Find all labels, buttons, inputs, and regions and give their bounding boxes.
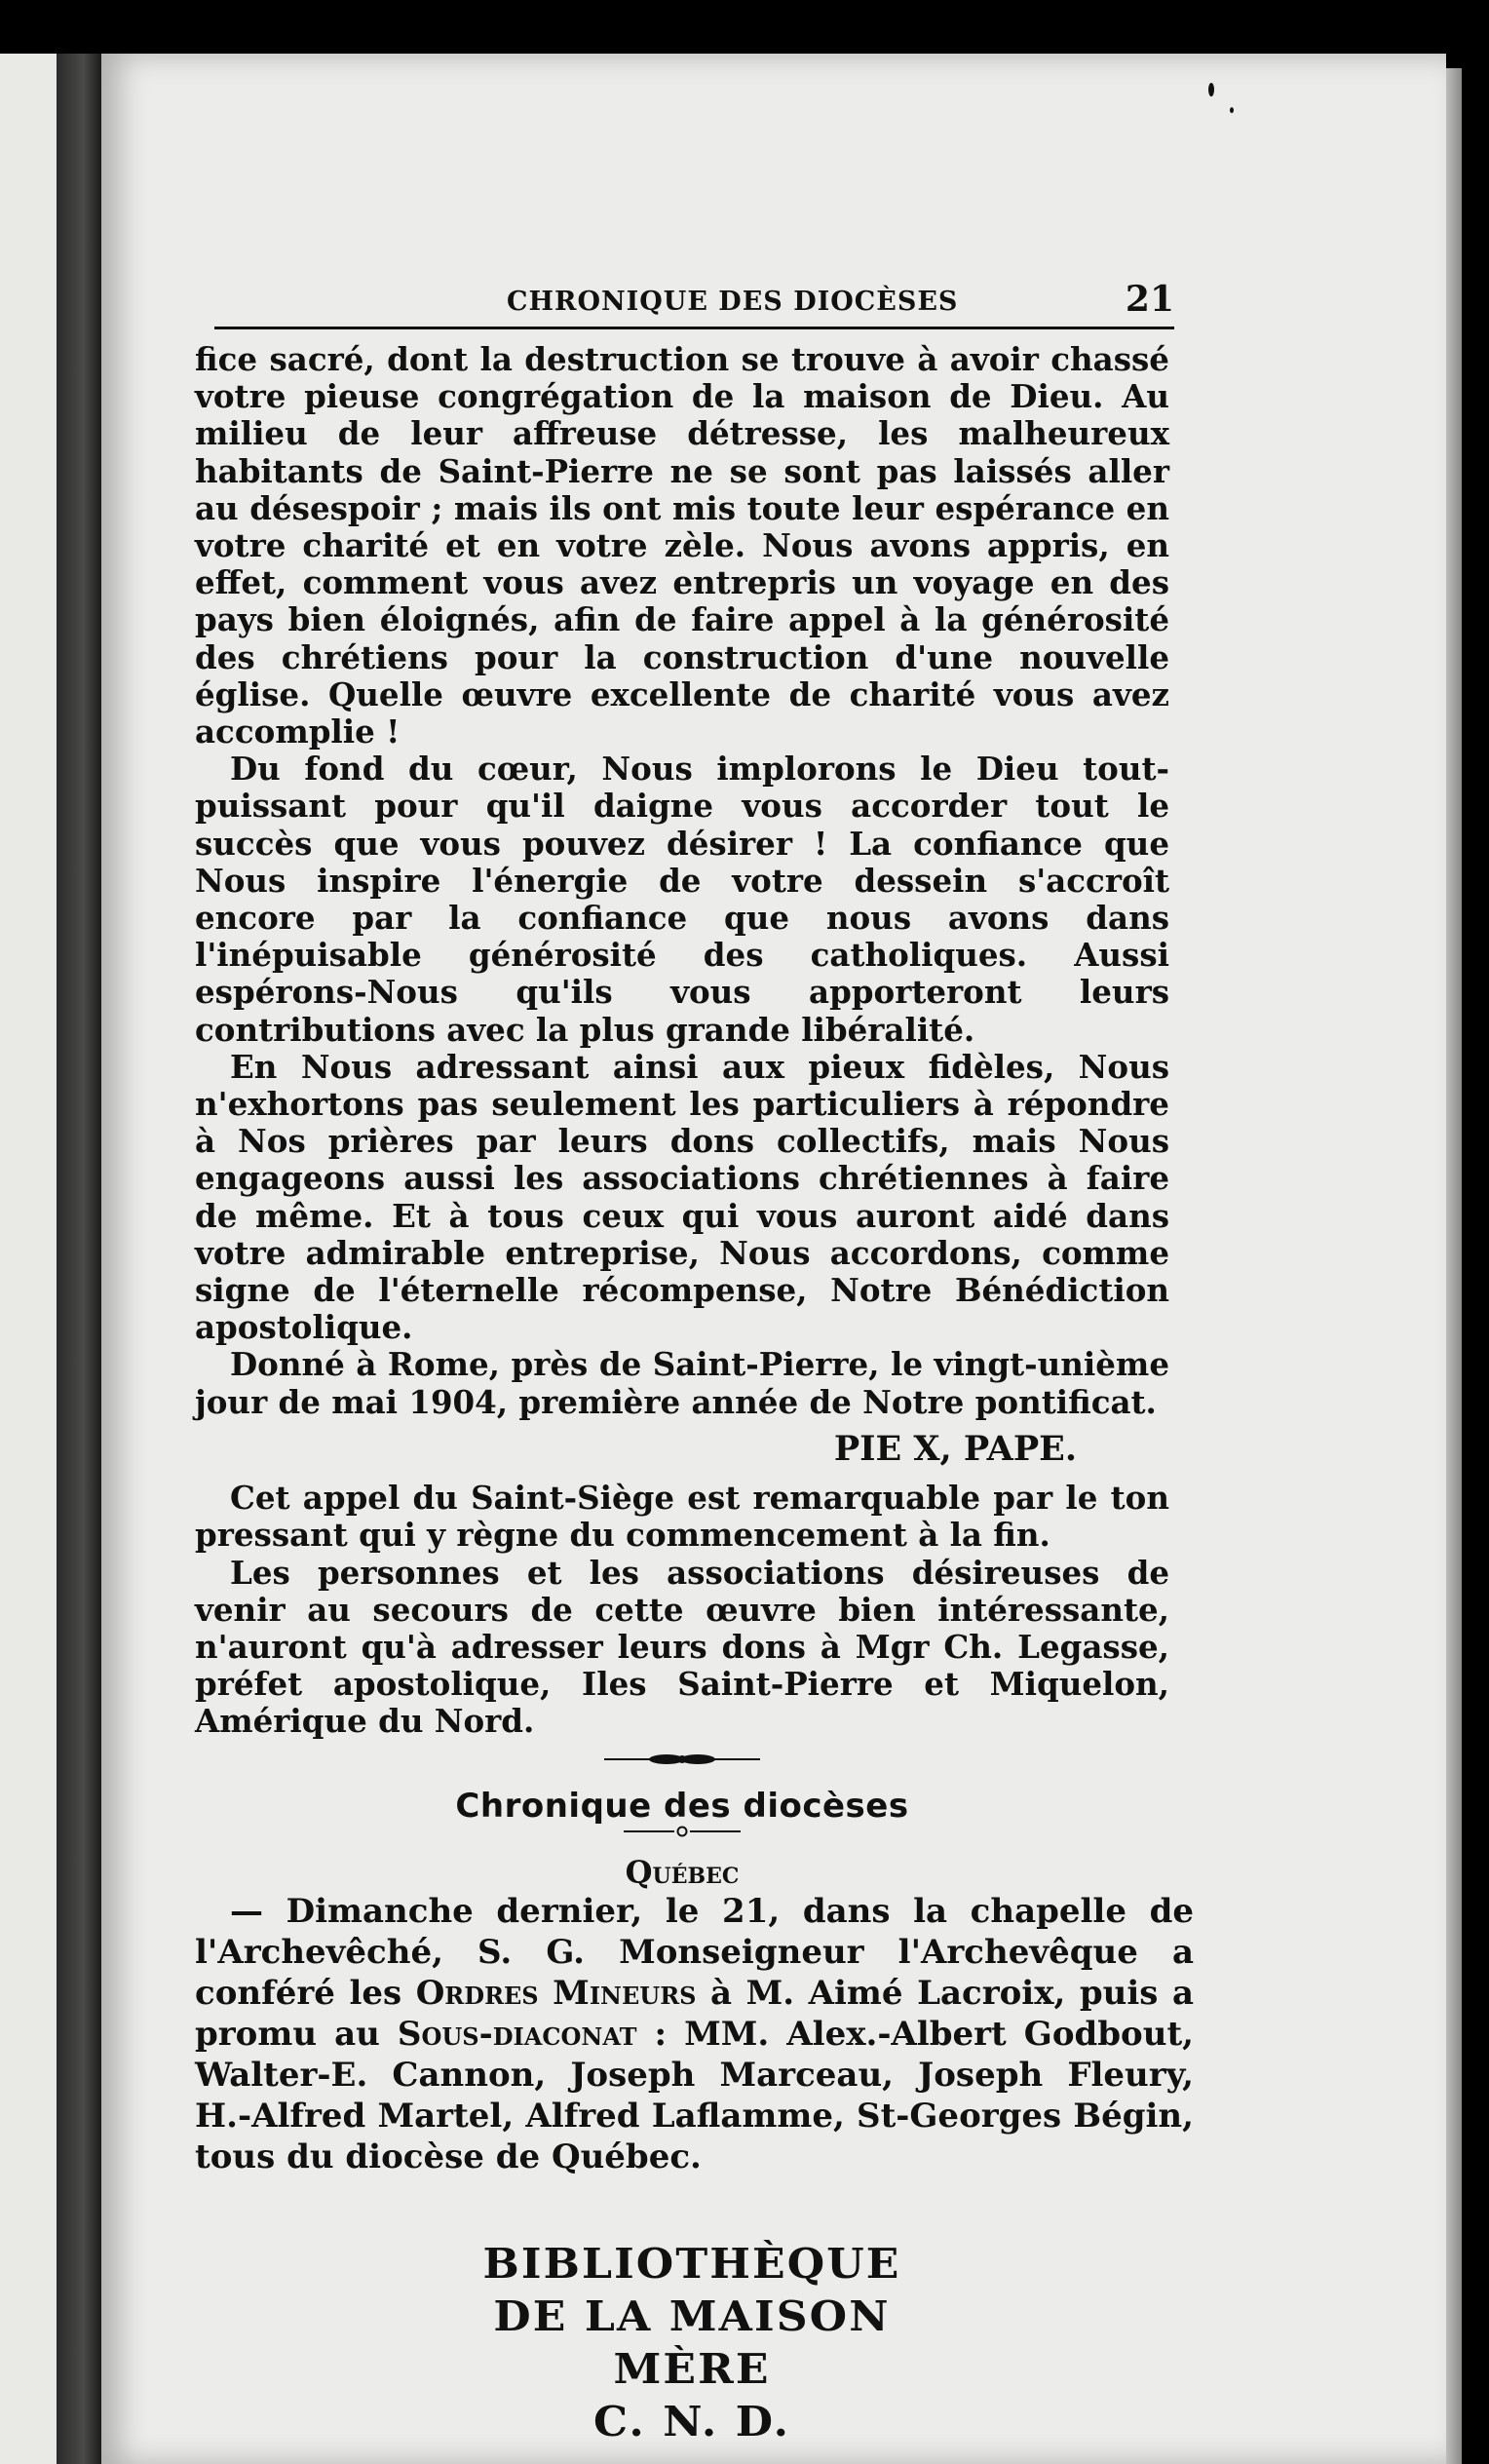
small-rule-icon [624,1825,741,1838]
library-stamp [429,2238,955,2448]
paragraph: Donné à Rome, près de Saint-Pierre, le vingt-unième jour de mai 1904, première année de Notre pontificat. [195,1345,1169,1421]
paragraph: fice sacré, dont la destruction se trouve à avoir chassé votre pieuse congrégation de la maison de Dieu. Au milieu de leur affreuse détresse, les malheureux habitants de Saint-Pierre ne se sont pas laissés aller au désespoir ; mais ils ont mis toute leur espérance en votre charité et en votre zèle. Nous avons appris, en effet, comment vous avez entrepris un voyage en des pays bien éloignés, afin de faire appel à la générosité des chrétiens pour la construction d'une nouvelle église. Quelle œuvre excellente de charité vous avez accomplie ! [195,340,1169,751]
running-head [214,279,1174,327]
news-item-text: à M. Aimé Lacroix, puis a promu au [195,1973,1194,2054]
small-rule [195,1825,1169,1854]
section-heading: Chronique des diocèses [455,1786,909,1826]
scan-blemish [1208,83,1214,96]
stamp-line: BIBLIOTHÈQUE [482,2240,901,2288]
book-spine-shadow [57,54,101,2464]
scan-blemish [1230,107,1234,113]
header-rule [214,327,1174,329]
news-item-smallcaps: Ordres Mineurs [415,1973,697,2013]
paragraph: Les personnes et les associations désireuses de venir au secours de cette œuvre bien intéressante, n'auront qu'à adresser leurs dons à Mgr Ch. Legasse, préfet apostolique, Iles Saint-Pierre et Miquelon, Amérique du Nord. [195,1553,1169,1741]
paragraph: Du fond du cœur, Nous implorons le Dieu tout-puissant pour qu'il daigne vous accorder tout le succès que vous pouvez désirer ! La confiance que Nous inspire l'énergie de votre dessein s'accroît encore par la confiance que nous avons dans l'inépuisable générosité des catholiques. Aussi espérons-Nous qu'ils vous apporteront leurs contributions avec la plus grande libéralité. [195,750,1169,1049]
news-item-text: — Dimanche dernier, le 21, dans la chapelle de l'Archevêché, S. G. Monseigneur l'Archevêque a conféré les [195,1891,1194,2013]
news-item-text: : MM. Alex.-Albert Godbout, Walter-E. Cannon, Joseph Marceau, Joseph Fleury, H.-Alfred Martel, Alfred Laflamme, St-Georges Bégin, tous du diocèse de Québec. [195,2014,1194,2176]
news-item-smallcaps: Sous-diaconat [397,2014,637,2054]
section-ornament [195,1752,1169,1788]
subheading-quebec: Québec [625,1853,740,1891]
news-item [195,1891,1194,2177]
running-title: CHRONIQUE DES DIOCÈSES [507,287,959,317]
paragraph: Cet appel du Saint-Siège est remarquable par le ton pressant qui y règne du commencement à la fin. [195,1479,1169,1555]
ornament-rule-icon [604,1752,760,1766]
stamp-line: C. N. D. [592,2398,791,2445]
page-stack-edge [1446,68,1462,2464]
body-text [195,340,1194,2177]
facing-page-edge [0,54,57,2464]
paragraph: En Nous adressant ainsi aux pieux fidèles, Nous n'exhortons pas seulement les particuliers à répondre à Nos prières par leurs dons collectifs, mais Nous engageons aussi les associations chrétiennes à faire de même. Et à tous ceux qui vous auront aidé dans votre admirable entreprise, Nous accordons, comme signe de l'éternelle récompense, Notre Bénédiction apostolique. [195,1047,1169,1347]
signature: PIE X, PAPE. [833,1428,1077,1469]
stamp-line: DE LA MAISON MÈRE [493,2292,891,2393]
page-number: 21 [1125,279,1174,320]
